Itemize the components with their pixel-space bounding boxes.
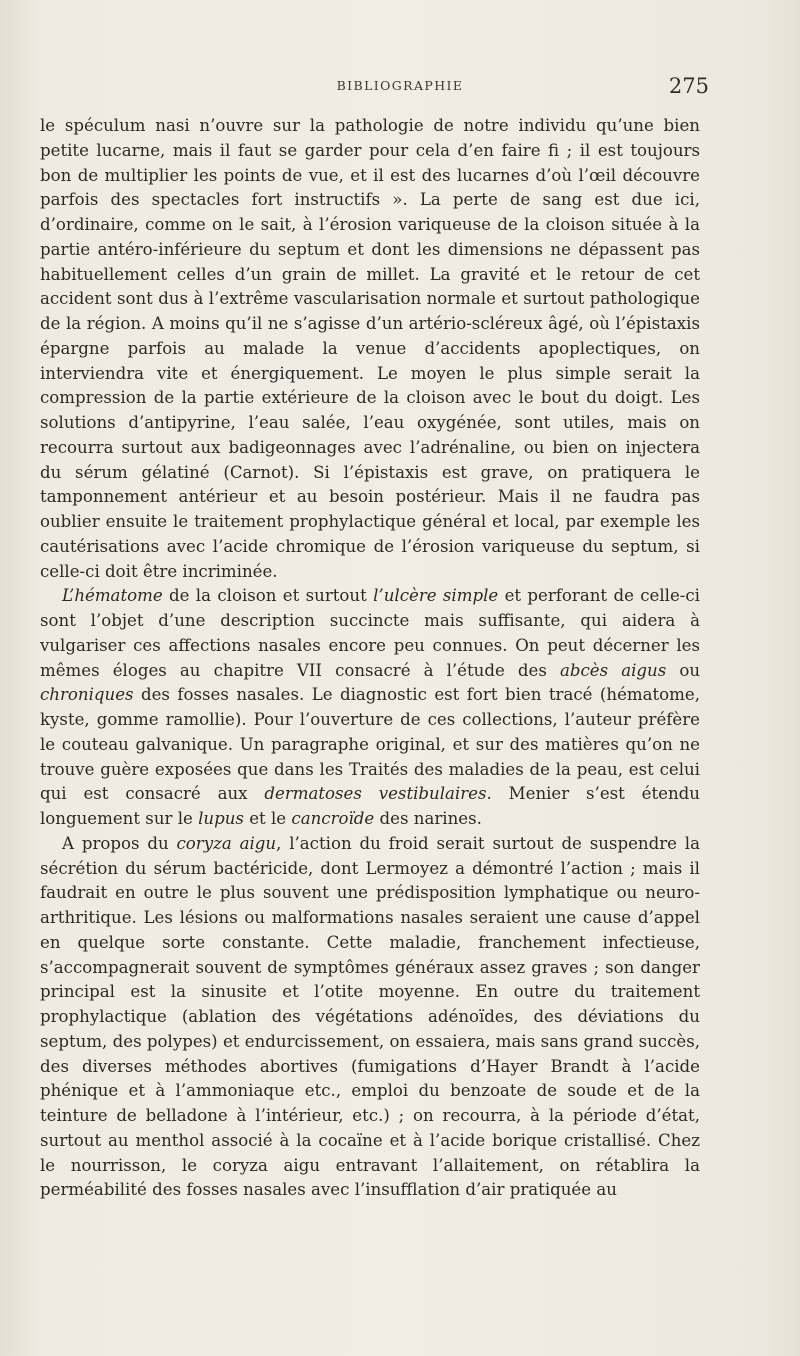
paragraph-speculum-epistaxis bbox=[40, 114, 700, 584]
paragraph-coryza-aigu bbox=[40, 832, 700, 1203]
text-run: et perforant de celle-ci sont l’objet d’une description succincte mais suffisante, qui aidera à vulgariser ces affections nasales encore peu connues. On peut décerner les mêmes éloges au chapitre VII consacré à l’étude des bbox=[40, 586, 700, 680]
italic-term-coryza-aigu: coryza aigu bbox=[176, 833, 277, 853]
italic-term-abces-aigus: abcès aigus bbox=[559, 660, 667, 680]
paragraph-hematome-ulcere bbox=[40, 584, 700, 832]
text-run: A propos du bbox=[62, 833, 177, 853]
italic-term-dermatoses-vestibulaires: dermatoses vestibulaires. bbox=[264, 784, 492, 804]
body-text bbox=[40, 114, 700, 1203]
text-run: de la cloison et surtout bbox=[162, 586, 374, 606]
text-run: le spéculum nasi n’ouvre sur la pathologie de notre individu qu’une bien petite lucarne, mais il faut se garder pour cela d’en faire fi ; il est toujours bon de multiplier les points de vue, et il est des lucarnes d’où l’œil découvre parfois des spectacles fort instructifs ». La perte de sang est due ici, d’ordinaire, comme on le sait, à l’érosion variqueuse de la cloison située à la partie antéro-inférieure du septum et dont les dimensions ne dépassent pas habituellement celles d’un grain de millet. La gravité et le retour de cet accident sont dus à l’extrême vascularisation normale et surtout pathologique de la région. A moins qu’il ne s’agisse d’un artério-scléreux âgé, où l’épistaxis épargne parfois au malade la venue d’accidents apoplectiques, on interviendra vite et énergiquement. Le moyen le plus simple serait la compression de la partie extérieure de la cloison avec le bout du doigt. Les solutions d’antipyrine, l’eau salée, l’eau oxygénée, sont utiles, mais on recourra surtout aux badigeonnages avec l’adrénaline, ou bien on injectera du sérum gélatiné (Carnot). Si l’épistaxis est grave, on pratiquera le tamponnement antérieur et au besoin postérieur. Mais il ne faudra pas oublier ensuite le traitement prophylactique général et local, par exemple les cautérisations avec l’acide chromique de l’érosion variqueuse du septum, si celle-ci doit être incriminée. bbox=[40, 116, 700, 581]
text-run: et le bbox=[243, 809, 292, 828]
italic-term-ulcere-simple: l’ulcère simple bbox=[373, 586, 499, 606]
page-number: 275 bbox=[668, 74, 709, 98]
text-run: Menier s’est étendu longuement sur le bbox=[40, 784, 700, 828]
text-run: , l’action du froid serait surtout de suspendre la sécrétion du sérum bactéricide, dont Lermoyez a démontré l’action ; mais il faudrait en outre le plus souvent une prédisposition lymphatique ou neuro-arthritique. Les lésions ou malformations nasales seraient une cause d’appel en quelque sorte constante. Cette maladie, franchement infectieuse, s’accompagnerait souvent de symptômes généraux assez graves ; son danger principal est la sinusite et l’otite moyenne. En outre du traitement prophylactique (ablation des végétations adénoïdes, des déviations du septum, des polypes) et endurcissement, on essaiera, mais sans grand succès, des diverses méthodes abortives (fumigations d’Hayer Brandt à l’acide phénique et à l’ammoniaque etc., emploi du benzoate de soude et de la teinture de belladone à l’intérieur, etc.) ; on recourra, à la période d’état, surtout au menthol associé à la cocaïne et à l’acide borique cristallisé. Chez le nourrisson, le coryza aigu entravant l’allaitement, on rétablira la perméabilité des fosses nasales avec l’insufflation d’air pratiquée au bbox=[40, 833, 700, 1200]
text-run: des narines. bbox=[374, 809, 482, 828]
italic-term-hematome: L’hématome bbox=[62, 586, 163, 606]
running-head bbox=[0, 74, 800, 104]
italic-term-lupus: lupus bbox=[198, 809, 244, 828]
text-run: des fosses nasales. Le diagnostic est fort bien tracé (hématome, kyste, gomme ramollie). Pour l’ouverture de ces collections, l’auteur préfère le couteau galvanique. Un paragraphe original, et sur des matières qu’on ne trouve guère exposées que dans les Traités des maladies de la peau, est celui qui est consacré aux bbox=[40, 685, 700, 804]
text-run: ou bbox=[666, 660, 701, 680]
italic-term-cancroide: cancroïde bbox=[291, 809, 375, 828]
running-title: BIBLIOGRAPHIE bbox=[336, 78, 464, 93]
italic-term-chroniques: chroniques bbox=[40, 685, 134, 705]
